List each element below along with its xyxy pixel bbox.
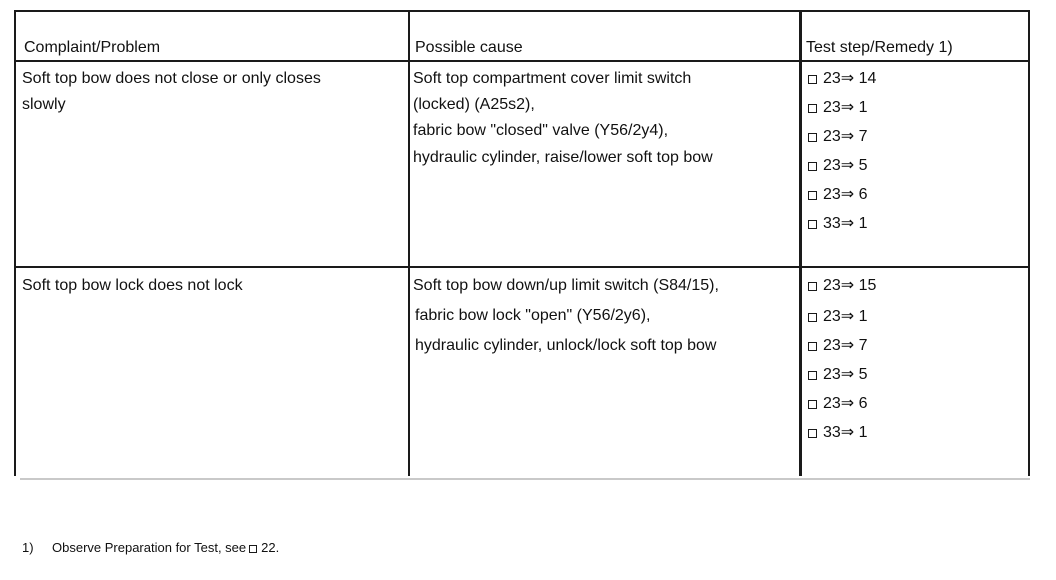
table-border-left <box>14 10 16 476</box>
checkbox-icon <box>808 104 817 113</box>
checkbox-icon <box>808 371 817 380</box>
row-1-cause-3: fabric bow "closed" valve (Y56/2y4), <box>413 122 669 139</box>
row-1-cause-1: Soft top compartment cover limit switch <box>413 70 692 87</box>
footnote <box>22 540 279 555</box>
row-2-step-1: 23⇒ 15 <box>808 276 876 296</box>
row-divider <box>14 266 1030 268</box>
row-2-step-5: 23⇒ 6 <box>808 394 868 414</box>
checkbox-icon <box>808 342 817 351</box>
column-divider-1 <box>408 10 410 476</box>
column-divider-2 <box>799 10 802 476</box>
row-2-step-6: 33⇒ 1 <box>808 423 868 443</box>
row-1-cause-2: (locked) (A25s2), <box>413 96 535 113</box>
checkbox-icon <box>808 162 817 171</box>
header-complaint: Complaint/Problem <box>24 39 161 56</box>
checkbox-icon <box>808 191 817 200</box>
footnote-ref: 22. <box>261 540 280 555</box>
row-1-step-4: 23⇒ 5 <box>808 156 868 176</box>
checkbox-icon <box>808 313 817 322</box>
row-1-step-2: 23⇒ 1 <box>808 98 868 118</box>
header-remedy: Test step/Remedy 1) <box>806 39 953 56</box>
footnote-text: Observe Preparation for Test, see <box>52 540 247 555</box>
checkbox-icon <box>808 220 817 229</box>
checkbox-icon <box>808 429 817 438</box>
checkbox-icon <box>808 133 817 142</box>
row-2-step-3: 23⇒ 7 <box>808 336 868 356</box>
table-border-top <box>14 10 1030 12</box>
checkbox-icon <box>808 282 817 291</box>
header-cause: Possible cause <box>415 39 523 56</box>
row-2-step-2: 23⇒ 1 <box>808 307 868 327</box>
checkbox-icon <box>808 75 817 84</box>
row-2-cause-2: fabric bow lock "open" (Y56/2y6), <box>415 307 651 324</box>
header-divider <box>14 60 1030 62</box>
row-1-step-3: 23⇒ 7 <box>808 127 868 147</box>
row-1-step-6: 33⇒ 1 <box>808 214 868 234</box>
checkbox-icon <box>249 545 257 553</box>
footnote-mark: 1) <box>22 540 34 555</box>
row-2-complaint: Soft top bow lock does not lock <box>22 277 243 294</box>
table-border-right <box>1028 10 1030 476</box>
row-1-step-5: 23⇒ 6 <box>808 185 868 205</box>
row-2-cause-1: Soft top bow down/up limit switch (S84/15), <box>413 277 719 294</box>
row-1-step-1: 23⇒ 14 <box>808 69 876 89</box>
row-1-cause-4: hydraulic cylinder, raise/lower soft top bow <box>413 149 713 166</box>
page-break-line <box>20 478 1030 480</box>
diagnosis-table <box>14 10 1030 476</box>
row-1-complaint: Soft top bow does not close or only closes slowly <box>22 70 321 113</box>
checkbox-icon <box>808 400 817 409</box>
row-2-step-4: 23⇒ 5 <box>808 365 868 385</box>
row-2-cause-3: hydraulic cylinder, unlock/lock soft top bow <box>415 337 717 354</box>
